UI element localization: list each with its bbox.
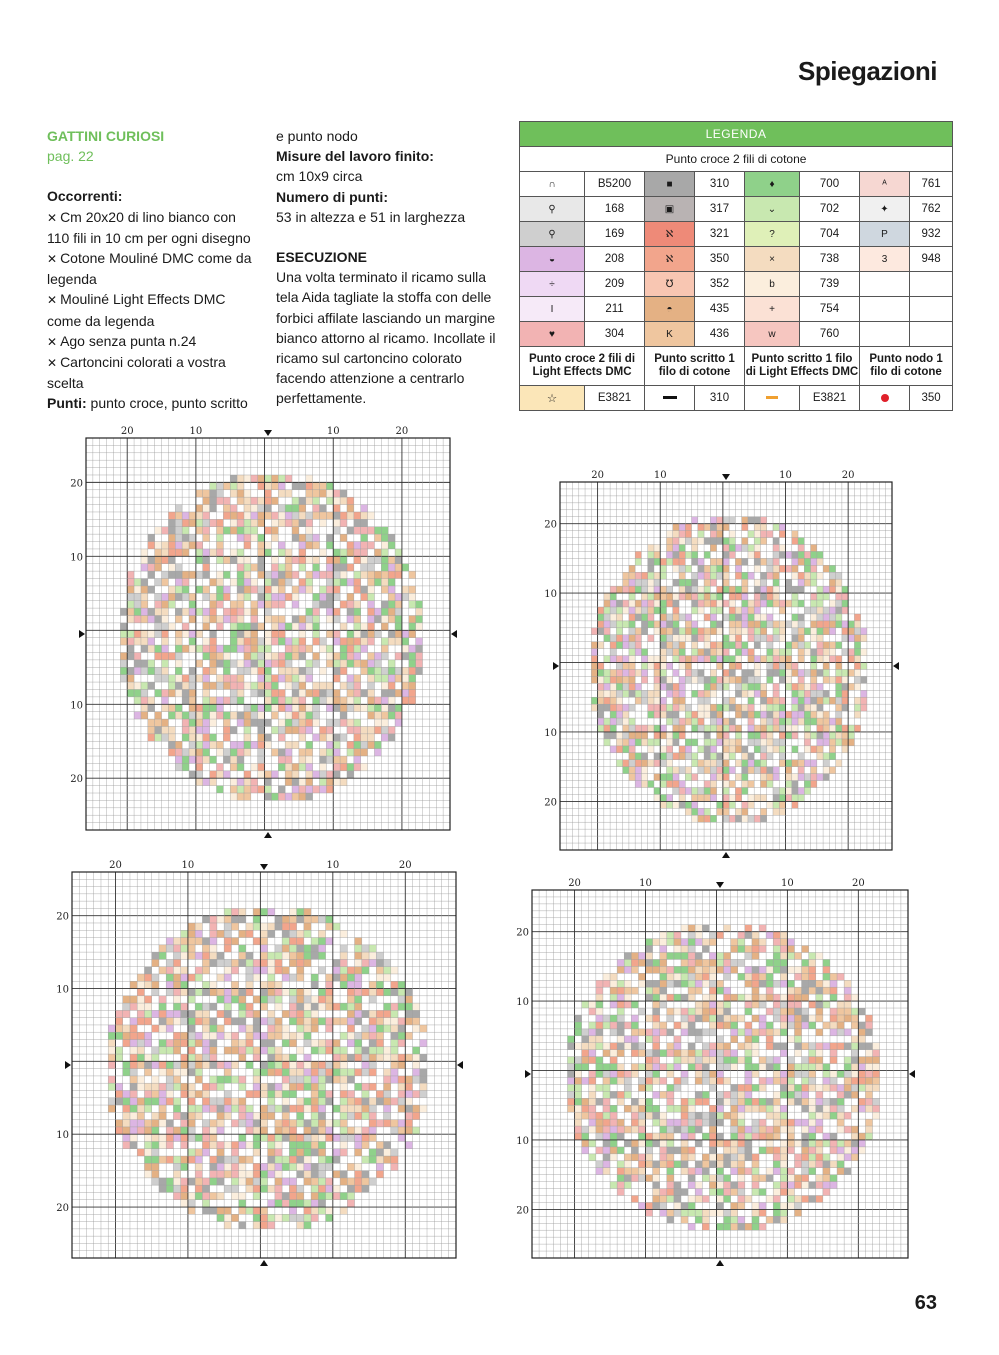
center-arrow-icon: [722, 852, 730, 858]
chart-axis-label: 20: [544, 797, 557, 809]
legend-symbol: ℧: [645, 272, 695, 297]
legend-number: 436: [695, 322, 745, 347]
legend-number: 702: [800, 197, 860, 222]
legend-symbol: ?: [745, 222, 800, 247]
size-value: cm 10x9 circa: [276, 168, 363, 185]
chart-axis-label: 20: [395, 426, 409, 437]
center-arrow-icon: [553, 662, 559, 670]
chart-axis-label: 10: [189, 426, 203, 437]
center-arrow-icon: [722, 474, 730, 480]
cross-stitch-chart-1: [70, 424, 458, 842]
materials-column: [47, 126, 262, 414]
chart-axis-label: 20: [568, 878, 581, 889]
chart-axis-label: 20: [841, 470, 855, 481]
legend-symbol: ☆: [520, 386, 585, 411]
size-label: Misure del lavoro finito:: [276, 148, 434, 165]
legend-number: 208: [585, 247, 645, 272]
chart-grid: [56, 858, 464, 1270]
legend-symbol: P: [860, 222, 910, 247]
legend-number: 762: [910, 197, 953, 222]
legend-table: [519, 121, 953, 411]
execution-text: Una volta terminato il ricamo sulla tela Aida tagliate la stoffa con delle forbici affilate lasciando un margine bianco attorno al ricamo. Incollate il ricamo sul cartoncino colorato facendo attenzione a centrarlo perfettamente.: [276, 269, 496, 407]
center-arrow-icon: [716, 1260, 724, 1266]
legend-number: 317: [695, 197, 745, 222]
legend-symbol: ♥: [520, 322, 585, 347]
legend-symbol: [860, 322, 910, 347]
chart-axis-label: 20: [56, 911, 69, 923]
legend-subtitle: Punto croce 2 fili di cotone: [520, 147, 953, 172]
chart-axis-label: 20: [109, 860, 122, 871]
chart-axis-label: 20: [70, 774, 83, 786]
chart-axis-label: 10: [779, 470, 792, 481]
center-arrow-icon: [260, 864, 268, 870]
chart-axis-label: 20: [120, 426, 134, 437]
legend-symbol: ⌄: [745, 197, 800, 222]
legend-symbol: ■: [645, 172, 695, 197]
legend-number: 209: [585, 272, 645, 297]
legend-symbol: ÷: [520, 272, 585, 297]
cross-icon: ✕: [47, 252, 58, 267]
legend-symbol: ℵ: [645, 247, 695, 272]
chart-axis-label: 10: [544, 727, 557, 739]
legend-number: [910, 322, 953, 347]
execution-column: [276, 126, 496, 409]
chart-axis-label: 10: [181, 860, 195, 871]
legend-symbol: ⚲: [520, 197, 585, 222]
legend-symbol: ×: [745, 247, 800, 272]
legend-symbol: 3: [860, 247, 910, 272]
stitches-line: Punti: punto croce, punto scritto: [47, 395, 248, 412]
legend-number: E3821: [800, 386, 860, 411]
chart-axis-label: 20: [851, 878, 865, 889]
legend-number: 754: [800, 297, 860, 322]
legend-symbol: b: [745, 272, 800, 297]
chart-grid: [544, 468, 900, 862]
center-arrow-icon: [79, 630, 85, 638]
chart-axis-label: 20: [516, 1205, 529, 1217]
legend-number: 352: [695, 272, 745, 297]
pattern-page-ref: pag. 22: [47, 148, 94, 165]
center-arrow-icon: [525, 1070, 531, 1078]
chart-axis-label: 10: [56, 984, 69, 996]
legend-number: [910, 272, 953, 297]
chart-axis-label: 20: [516, 927, 529, 939]
material-item: ✕ Cm 20x20 di lino bianco con 110 fili in 10 cm per ogni disegno: [47, 208, 251, 246]
material-item: ✕ Mouliné Light Effects DMC come da legenda: [47, 291, 226, 329]
legend-header-backstitch-cotton: Punto scritto 1 filo di cotone: [645, 347, 745, 386]
legend-header-light-effects: Punto croce 2 fili di Light Effects DMC: [520, 347, 645, 386]
legend-number: 435: [695, 297, 745, 322]
pattern-name: GATTINI CURIOSI: [47, 128, 165, 144]
legend-symbol: +: [745, 297, 800, 322]
legend-header-backstitch-light-effects: Punto scritto 1 filo di Light Effects DMC: [745, 347, 860, 386]
center-arrow-icon: [457, 1061, 463, 1069]
chart-axis-label: 10: [70, 700, 83, 712]
legend-symbol: [860, 297, 910, 322]
legend-number: 310: [695, 172, 745, 197]
legend-title: LEGENDA: [520, 122, 953, 147]
legend-number: 738: [800, 247, 860, 272]
legend-symbol: ᴬ: [860, 172, 910, 197]
legend-number: 761: [910, 172, 953, 197]
legend-number: 321: [695, 222, 745, 247]
chart-axis-label: 10: [516, 997, 529, 1009]
chart-grid: [70, 424, 458, 842]
material-item: ✕ Ago senza punta n.24: [47, 332, 197, 349]
legend-symbol: K: [645, 322, 695, 347]
legend-number: 169: [585, 222, 645, 247]
cross-icon: ✕: [47, 210, 58, 225]
red-dot-icon: [881, 394, 889, 402]
cross-stitch-chart-4: [516, 876, 916, 1270]
legend-number: 932: [910, 222, 953, 247]
page-number: 63: [914, 1292, 937, 1314]
center-arrow-icon: [264, 430, 272, 436]
center-arrow-icon: [65, 1061, 71, 1069]
cross-icon: ✕: [47, 356, 58, 371]
legend-number: 211: [585, 297, 645, 322]
count-label: Numero di punti:: [276, 188, 388, 205]
cross-stitch-chart-3: [56, 858, 464, 1270]
legend-symbol: ✦: [860, 197, 910, 222]
legend-symbol: [645, 386, 695, 411]
execution-heading: ESECUZIONE: [276, 249, 368, 266]
chart-axis-label: 20: [591, 470, 604, 481]
legend-symbol: [860, 272, 910, 297]
center-arrow-icon: [260, 1260, 268, 1266]
chart-grid: [516, 876, 916, 1270]
legend-number: 350: [910, 386, 953, 411]
legend-symbol: ▣: [645, 197, 695, 222]
count-value: 53 in altezza e 51 in larghezza: [276, 208, 466, 225]
chart-axis-label: 10: [56, 1130, 69, 1142]
chart-axis-label: 10: [544, 589, 557, 601]
chart-axis-label: 20: [70, 478, 83, 490]
material-item: ✕ Cartoncini colorati a vostra scelta: [47, 354, 226, 392]
legend-header-french-knot: Punto nodo 1 filo di cotone: [860, 347, 953, 386]
cross-stitch-chart-2: [544, 468, 900, 862]
center-arrow-icon: [716, 882, 724, 888]
legend-number: 704: [800, 222, 860, 247]
legend-number: 310: [695, 386, 745, 411]
materials-heading: Occorrenti:: [47, 188, 123, 205]
material-item: ✕ Cotone Mouliné DMC come da legenda: [47, 250, 252, 288]
legend-number: [910, 297, 953, 322]
chart-axis-label: 10: [653, 470, 667, 481]
chart-axis-label: 20: [56, 1203, 69, 1215]
legend-symbol: ∩: [520, 172, 585, 197]
chart-axis-label: 10: [70, 552, 83, 564]
gold-line-icon: [766, 396, 778, 399]
chart-axis-label: 20: [398, 860, 412, 871]
stitches-continued: e punto nodo: [276, 128, 358, 144]
legend-symbol: ◒: [520, 247, 585, 272]
chart-axis-label: 10: [326, 426, 340, 437]
black-line-icon: [663, 396, 677, 399]
legend-symbol: [745, 386, 800, 411]
chart-axis-label: 10: [781, 878, 794, 889]
chart-axis-label: 10: [516, 1135, 529, 1147]
legend-symbol: ⚲: [520, 222, 585, 247]
legend-symbol: w: [745, 322, 800, 347]
chart-axis-label: 10: [639, 878, 652, 889]
legend-number: 739: [800, 272, 860, 297]
page-title: Spiegazioni: [798, 56, 937, 86]
center-arrow-icon: [909, 1070, 915, 1078]
legend-number: 760: [800, 322, 860, 347]
center-arrow-icon: [264, 832, 272, 838]
center-arrow-icon: [451, 630, 457, 638]
chart-axis-label: 20: [544, 519, 557, 531]
legend-number: E3821: [585, 386, 645, 411]
legend-symbol: [860, 386, 910, 411]
center-arrow-icon: [893, 662, 899, 670]
cross-icon: ✕: [47, 334, 58, 349]
chart-axis-label: 10: [326, 860, 340, 871]
legend-symbol: I: [520, 297, 585, 322]
legend-number: 168: [585, 197, 645, 222]
legend-symbol: ◓: [645, 297, 695, 322]
legend-number: 350: [695, 247, 745, 272]
legend-number: 304: [585, 322, 645, 347]
legend-number: B5200: [585, 172, 645, 197]
legend-symbol: ♦: [745, 172, 800, 197]
legend-symbol: ℵ: [645, 222, 695, 247]
legend-number: 700: [800, 172, 860, 197]
cross-icon: ✕: [47, 293, 58, 308]
legend-number: 948: [910, 247, 953, 272]
